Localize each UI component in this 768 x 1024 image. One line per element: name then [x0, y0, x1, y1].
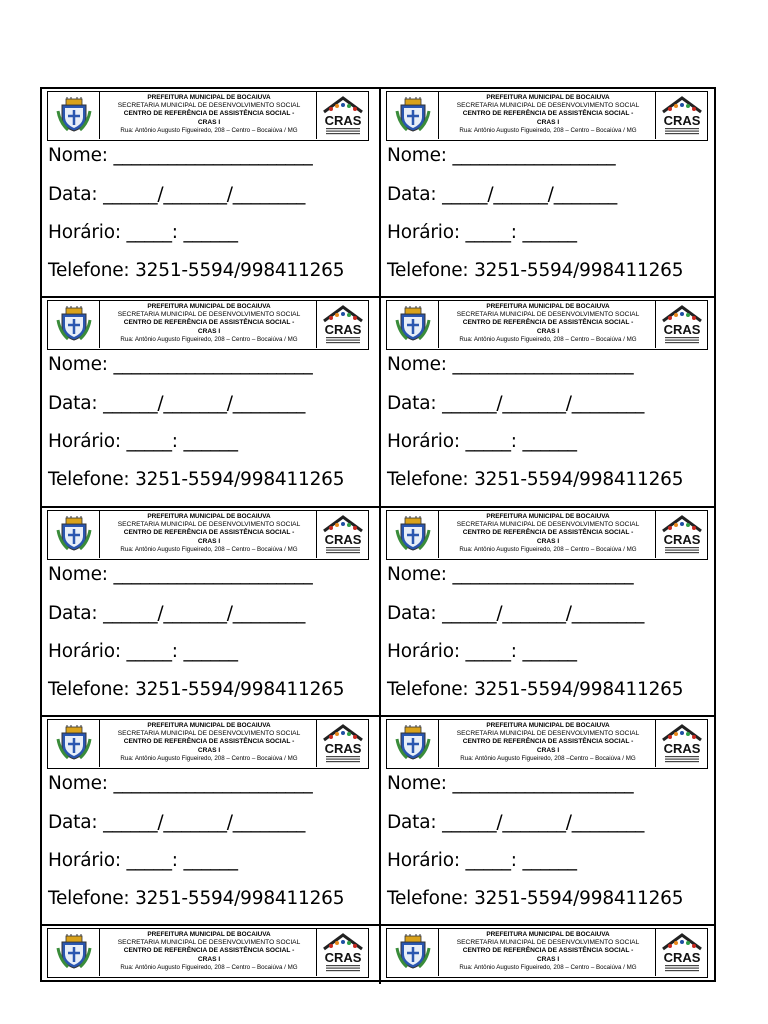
- svg-text:CRAS: CRAS: [663, 322, 701, 337]
- card-header: [47, 510, 369, 560]
- cras-logo: [316, 720, 368, 767]
- municipal-crest: [48, 92, 100, 139]
- centro-title: CENTRO DE REFERÊNCIA DE ASSISTÊNCIA SOCIAL -: [462, 110, 634, 118]
- secretaria-title: SECRETARIA MUNICIPAL DE DESENVOLVIMENTO SOCIAL: [456, 730, 640, 738]
- address-text: Rua: Antônio Augusto Figueiredo, 208 –Centro – Bocaiúva / MG: [460, 754, 636, 762]
- prefeitura-title: PREFEITURA MUNICIPAL DE BOCAIUVA: [486, 722, 610, 729]
- data-field: Data: ______/_______/________: [387, 812, 645, 833]
- municipal-crest-icon: [395, 934, 431, 970]
- centro-title: CENTRO DE REFERÊNCIA DE ASSISTÊNCIA SOCIAL -: [462, 529, 634, 537]
- address-text: Rua: Antônio Augusto Figueiredo, 208 – Centro – Bocaiúva / MG: [459, 126, 637, 134]
- nome-field: Nome: ____________________: [387, 773, 634, 794]
- centro-title: CENTRO DE REFERÊNCIA DE ASSISTÊNCIA SOCIAL -: [123, 110, 295, 118]
- card-header: [386, 300, 708, 350]
- cras-logo: [316, 511, 368, 558]
- address-text: Rua: Antônio Augusto Figueiredo, 208 – Centro – Bocaiúva / MG: [120, 335, 298, 343]
- svg-text:CRAS: CRAS: [663, 741, 701, 756]
- centro-title: CENTRO DE REFERÊNCIA DE ASSISTÊNCIA SOCIAL -: [462, 738, 634, 746]
- address-text: Rua: Antônio Augusto Figueiredo, 208 – Centro – Bocaiúva / MG: [459, 335, 637, 343]
- secretaria-title: SECRETARIA MUNICIPAL DE DESENVOLVIMENTO SOCIAL: [456, 939, 640, 947]
- nome-field: Nome: __________________: [387, 145, 616, 166]
- appointment-card-r2-c1: [42, 298, 381, 508]
- cras-logo: [316, 92, 368, 139]
- municipal-crest-icon: [56, 516, 92, 552]
- prefeitura-title: PREFEITURA MUNICIPAL DE BOCAIUVA: [147, 722, 271, 729]
- horario-field: Horário: _____: ______: [48, 222, 238, 243]
- prefeitura-title: PREFEITURA MUNICIPAL DE BOCAIUVA: [486, 513, 610, 520]
- cras-logo: [655, 511, 707, 558]
- card-header: [47, 300, 369, 350]
- telefone-field: Telefone: 3251-5594/998411265: [387, 260, 684, 281]
- card-header: [386, 719, 708, 769]
- data-field: Data: ______/_______/________: [48, 393, 306, 414]
- nome-field: Nome: ______________________: [48, 145, 313, 166]
- cras-logo: [655, 720, 707, 767]
- card-header: [386, 510, 708, 560]
- card-header: [47, 719, 369, 769]
- cras-title: CRAS I: [197, 327, 221, 335]
- secretaria-title: SECRETARIA MUNICIPAL DE DESENVOLVIMENTO SOCIAL: [117, 311, 301, 319]
- header-text: [439, 511, 657, 558]
- cras-house-logo-icon: [659, 304, 705, 346]
- telefone-field: Telefone: 3251-5594/998411265: [387, 888, 684, 909]
- horario-field: Horário: _____: ______: [387, 641, 577, 662]
- appointment-card-r3-c2: [381, 508, 716, 717]
- address-text: Rua: Antônio Augusto Figueiredo, 208 – Centro – Bocaiúva / MG: [459, 545, 637, 553]
- address-text: Rua: Antônio Augusto Figueiredo, 208 – Centro – Bocaiúva / MG: [120, 126, 298, 134]
- municipal-crest-icon: [395, 725, 431, 761]
- secretaria-title: SECRETARIA MUNICIPAL DE DESENVOLVIMENTO SOCIAL: [456, 311, 640, 319]
- appointment-card-r2-c2: [381, 298, 716, 508]
- svg-text:CRAS: CRAS: [324, 950, 362, 965]
- prefeitura-title: PREFEITURA MUNICIPAL DE BOCAIUVA: [147, 94, 271, 101]
- secretaria-title: SECRETARIA MUNICIPAL DE DESENVOLVIMENTO SOCIAL: [117, 102, 301, 110]
- prefeitura-title: PREFEITURA MUNICIPAL DE BOCAIUVA: [486, 931, 610, 938]
- data-field: Data: _____/______/_______: [387, 184, 618, 205]
- cras-house-logo-icon: [659, 514, 705, 556]
- nome-field: Nome: ______________________: [48, 564, 313, 585]
- svg-text:CRAS: CRAS: [324, 532, 362, 547]
- municipal-crest: [48, 511, 100, 558]
- centro-title: CENTRO DE REFERÊNCIA DE ASSISTÊNCIA SOCIAL -: [462, 947, 634, 955]
- data-field: Data: ______/_______/________: [48, 812, 306, 833]
- data-field: Data: ______/_______/________: [48, 184, 306, 205]
- centro-title: CENTRO DE REFERÊNCIA DE ASSISTÊNCIA SOCIAL -: [123, 319, 295, 327]
- cras-title: CRAS I: [536, 118, 560, 126]
- secretaria-title: SECRETARIA MUNICIPAL DE DESENVOLVIMENTO SOCIAL: [117, 939, 301, 947]
- prefeitura-title: PREFEITURA MUNICIPAL DE BOCAIUVA: [147, 513, 271, 520]
- municipal-crest: [387, 92, 439, 139]
- municipal-crest-icon: [56, 725, 92, 761]
- cras-house-logo-icon: [659, 95, 705, 137]
- telefone-field: Telefone: 3251-5594/998411265: [387, 679, 684, 700]
- telefone-field: Telefone: 3251-5594/998411265: [48, 888, 345, 909]
- cras-logo: [655, 301, 707, 348]
- card-header: [386, 91, 708, 141]
- cras-title: CRAS I: [197, 955, 221, 963]
- appointment-card-r1-c2: [381, 89, 716, 298]
- horario-field: Horário: _____: ______: [48, 641, 238, 662]
- municipal-crest-icon: [56, 306, 92, 342]
- address-text: Rua: Antônio Augusto Figueiredo, 208 – Centro – Bocaiúva / MG: [120, 545, 298, 553]
- telefone-field: Telefone: 3251-5594/998411265: [48, 679, 345, 700]
- municipal-crest-icon: [395, 97, 431, 133]
- municipal-crest: [387, 301, 439, 348]
- cras-house-logo-icon: [320, 514, 366, 556]
- horario-field: Horário: _____: ______: [48, 431, 238, 452]
- municipal-crest-icon: [395, 516, 431, 552]
- prefeitura-title: PREFEITURA MUNICIPAL DE BOCAIUVA: [147, 931, 271, 938]
- nome-field: Nome: ____________________: [387, 354, 634, 375]
- cras-title: CRAS I: [197, 537, 221, 545]
- card-header: [47, 91, 369, 141]
- header-text: [100, 301, 318, 348]
- centro-title: CENTRO DE REFERÊNCIA DE ASSISTÊNCIA SOCIAL -: [123, 529, 295, 537]
- cras-title: CRAS I: [536, 955, 560, 963]
- municipal-crest: [48, 929, 100, 976]
- cras-house-logo-icon: [320, 95, 366, 137]
- nome-field: Nome: ______________________: [48, 773, 313, 794]
- cras-logo: [655, 929, 707, 976]
- data-field: Data: ______/_______/________: [48, 603, 306, 624]
- svg-text:CRAS: CRAS: [663, 950, 701, 965]
- secretaria-title: SECRETARIA MUNICIPAL DE DESENVOLVIMENTO SOCIAL: [117, 730, 301, 738]
- cras-house-logo-icon: [320, 723, 366, 765]
- telefone-field: Telefone: 3251-5594/998411265: [48, 469, 345, 490]
- municipal-crest-icon: [56, 934, 92, 970]
- address-text: Rua: Antônio Augusto Figueiredo, 208 – Centro – Bocaiúva / MG: [459, 963, 637, 971]
- header-text: [439, 92, 657, 139]
- secretaria-title: SECRETARIA MUNICIPAL DE DESENVOLVIMENTO SOCIAL: [117, 521, 301, 529]
- svg-text:CRAS: CRAS: [324, 322, 362, 337]
- appointment-card-r5-c1: [42, 926, 381, 984]
- svg-text:CRAS: CRAS: [663, 532, 701, 547]
- horario-field: Horário: _____: ______: [387, 850, 577, 871]
- horario-field: Horário: _____: ______: [48, 850, 238, 871]
- horario-field: Horário: _____: ______: [387, 222, 577, 243]
- cras-house-logo-icon: [659, 932, 705, 974]
- centro-title: CENTRO DE REFERÊNCIA DE ASSISTÊNCIA SOCIAL -: [123, 738, 295, 746]
- nome-field: Nome: ____________________: [387, 564, 634, 585]
- header-text: [100, 929, 318, 976]
- address-text: Rua: Antônio Augusto Figueiredo, 208 – Centro – Bocaiúva / MG: [120, 754, 298, 762]
- coupon-sheet: [40, 87, 716, 982]
- header-text: [100, 92, 318, 139]
- municipal-crest: [387, 929, 439, 976]
- nome-field: Nome: ______________________: [48, 354, 313, 375]
- municipal-crest: [48, 720, 100, 767]
- appointment-card-r1-c1: [42, 89, 381, 298]
- prefeitura-title: PREFEITURA MUNICIPAL DE BOCAIUVA: [147, 303, 271, 310]
- data-field: Data: ______/_______/________: [387, 393, 645, 414]
- municipal-crest-icon: [395, 306, 431, 342]
- municipal-crest: [387, 511, 439, 558]
- address-text: Rua: Antônio Augusto Figueiredo, 208 – Centro – Bocaiúva / MG: [120, 963, 298, 971]
- appointment-card-r5-c2: [381, 926, 716, 984]
- svg-text:CRAS: CRAS: [663, 113, 701, 128]
- secretaria-title: SECRETARIA MUNICIPAL DE DESENVOLVIMENTO SOCIAL: [456, 521, 640, 529]
- appointment-card-r4-c1: [42, 717, 381, 926]
- svg-text:CRAS: CRAS: [324, 113, 362, 128]
- secretaria-title: SECRETARIA MUNICIPAL DE DESENVOLVIMENTO SOCIAL: [456, 102, 640, 110]
- cras-house-logo-icon: [659, 723, 705, 765]
- appointment-card-r3-c1: [42, 508, 381, 717]
- header-text: [439, 929, 657, 976]
- header-text: [100, 720, 318, 767]
- municipal-crest: [387, 720, 439, 767]
- cras-title: CRAS I: [536, 327, 560, 335]
- card-header: [47, 928, 369, 978]
- header-text: [439, 301, 657, 348]
- header-text: [100, 511, 318, 558]
- card-header: [386, 928, 708, 978]
- centro-title: CENTRO DE REFERÊNCIA DE ASSISTÊNCIA SOCIAL -: [462, 319, 634, 327]
- telefone-field: Telefone: 3251-5594/998411265: [387, 469, 684, 490]
- cras-logo: [655, 92, 707, 139]
- cras-title: CRAS I: [536, 537, 560, 545]
- cras-title: CRAS I: [536, 746, 560, 754]
- svg-text:CRAS: CRAS: [324, 741, 362, 756]
- horario-field: Horário: _____: ______: [387, 431, 577, 452]
- cras-house-logo-icon: [320, 304, 366, 346]
- municipal-crest: [48, 301, 100, 348]
- header-text: [439, 720, 657, 767]
- cras-logo: [316, 301, 368, 348]
- cras-title: CRAS I: [197, 118, 221, 126]
- data-field: Data: ______/_______/________: [387, 603, 645, 624]
- appointment-card-r4-c2: [381, 717, 716, 926]
- prefeitura-title: PREFEITURA MUNICIPAL DE BOCAIUVA: [486, 94, 610, 101]
- cras-title: CRAS I: [197, 746, 221, 754]
- prefeitura-title: PREFEITURA MUNICIPAL DE BOCAIUVA: [486, 303, 610, 310]
- cras-house-logo-icon: [320, 932, 366, 974]
- centro-title: CENTRO DE REFERÊNCIA DE ASSISTÊNCIA SOCIAL -: [123, 947, 295, 955]
- cras-logo: [316, 929, 368, 976]
- municipal-crest-icon: [56, 97, 92, 133]
- telefone-field: Telefone: 3251-5594/998411265: [48, 260, 345, 281]
